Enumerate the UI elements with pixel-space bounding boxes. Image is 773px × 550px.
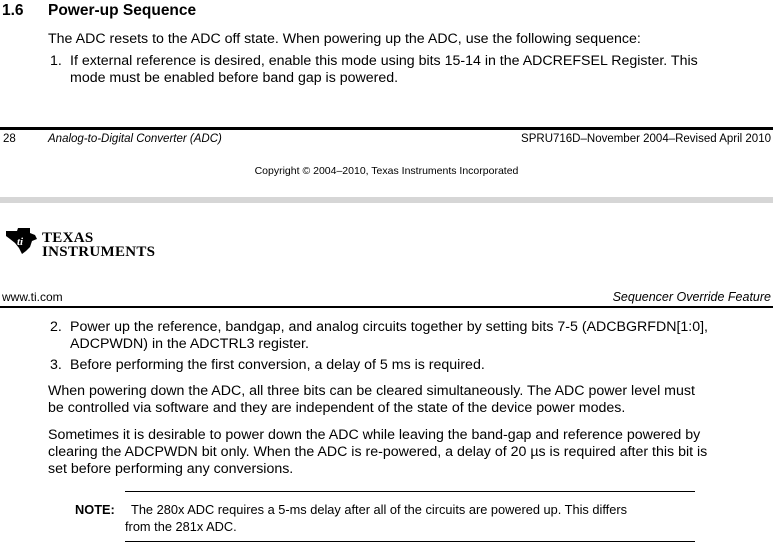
footer-copyright: Copyright © 2004–2010, Texas Instruments Incorporated	[254, 165, 519, 177]
section-intro: The ADC resets to the ADC off state. When powering up the ADC, use the following sequence:	[48, 31, 641, 47]
footer-rule	[0, 127, 773, 130]
footer-page-number: 28	[3, 133, 16, 145]
note-text-line: The 280x ADC requires a 5-ms delay after all of the circuits are powered up. This differs	[131, 502, 627, 517]
step-text-line: mode must be enabled before band gap is powered.	[70, 70, 399, 86]
step-text-line: ADCPWDN) in the ADCTRL3 register.	[70, 336, 309, 352]
step-number: 3.	[50, 357, 62, 373]
page-break	[0, 197, 773, 203]
svg-text:ti: ti	[17, 236, 24, 248]
step-number: 1.	[50, 53, 62, 69]
step-text-line: Power up the reference, bandgap, and analog circuits together by setting bits 7-5 (ADCBGRFDN[1:0],	[70, 319, 708, 335]
section-title: Power-up Sequence	[48, 2, 197, 19]
header-section-name: Sequencer Override Feature	[612, 290, 771, 304]
paragraph-line: be controlled via software and they are independent of the state of the device power modes.	[48, 400, 626, 416]
paragraph-line: clearing the ADCPWDN bit only. When the ADC is re-powered, a delay of 20 µs is required after this bit is	[48, 444, 708, 460]
ti-logo-icon	[4, 226, 40, 256]
note-bottom-rule	[125, 541, 695, 542]
step-number: 2.	[50, 319, 62, 335]
paragraph-line: When powering down the ADC, all three bits can be cleared simultaneously. The ADC power level must	[48, 383, 695, 399]
footer-doc-id: SPRU716D–November 2004–Revised April 2010	[521, 133, 771, 145]
logo-text-instruments: INSTRUMENTS	[42, 244, 156, 260]
section-number: 1.6	[2, 2, 24, 19]
footer-doc-title: Analog-to-Digital Converter (ADC)	[48, 133, 222, 145]
paragraph-line: Sometimes it is desirable to power down the ADC while leaving the band-gap and reference powered by	[48, 427, 701, 443]
logo-line-2	[42, 245, 155, 260]
note-top-rule	[125, 491, 695, 492]
step-text-line: If external reference is desired, enable this mode using bits 15-14 in the ADCREFSEL Register. This	[70, 53, 698, 69]
note-text-line: from the 281x ADC.	[125, 519, 237, 534]
paragraph-line: set before performing any conversions.	[48, 461, 294, 477]
logo-text-texas: TEXAS	[42, 230, 94, 246]
note-label: NOTE:	[75, 502, 115, 517]
step-text-line: Before performing the first conversion, a delay of 5 ms is required.	[70, 357, 485, 373]
header-url[interactable]: www.ti.com	[2, 290, 63, 304]
header-rule	[0, 306, 773, 308]
